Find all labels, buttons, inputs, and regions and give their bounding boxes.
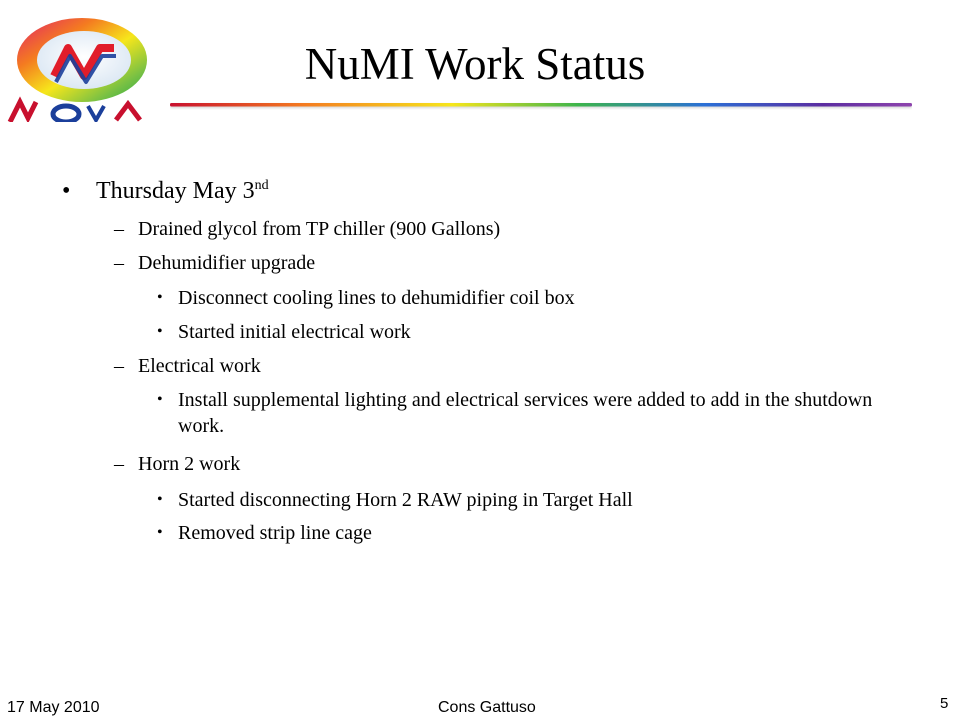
list-item: • Started disconnecting Horn 2 RAW piping in Target Hall <box>157 489 633 511</box>
list-item: • Install supplemental lighting and electrical services were added to add in the shutdown work. <box>157 389 873 437</box>
list-item: – Drained glycol from TP chiller (900 Gallons) <box>114 218 501 240</box>
list-item: – Horn 2 work <box>114 453 241 475</box>
heading-text: Thursday May 3 <box>96 178 255 204</box>
list-item: – Electrical work <box>114 355 261 377</box>
list-item: – Dehumidifier upgrade <box>114 252 316 274</box>
nova-logo <box>4 14 156 122</box>
page-number: 5 <box>940 695 949 712</box>
list-item: • Removed strip line cage <box>157 522 372 544</box>
list-item: • Started initial electrical work <box>157 321 411 343</box>
title-rule <box>170 100 912 110</box>
list-item: • Disconnect cooling lines to dehumidifier coil box <box>157 287 575 309</box>
footer-author: Cons Gattuso <box>438 699 536 716</box>
bullet-dot: • <box>62 178 71 204</box>
heading-superscript: nd <box>254 178 269 193</box>
bullet-heading <box>62 177 269 205</box>
footer-date: 17 May 2010 <box>7 699 100 716</box>
slide-title: NuMI Work Status <box>304 39 646 89</box>
